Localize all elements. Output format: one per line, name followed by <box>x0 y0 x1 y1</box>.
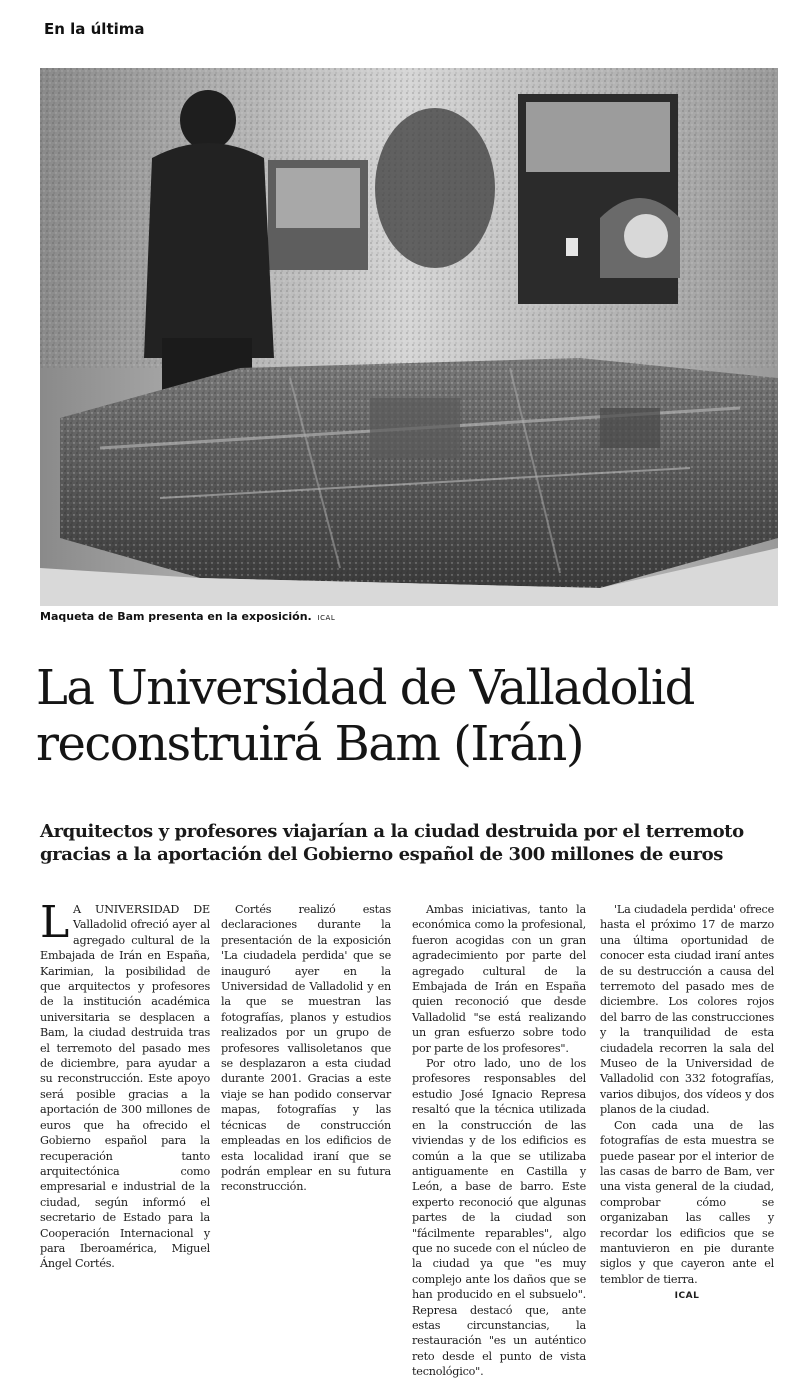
drop-cap: L <box>40 897 70 948</box>
article-column-1 <box>40 897 210 1282</box>
article-signoff: ICAL <box>674 1291 700 1302</box>
article-paragraph: L A UNIVERSIDAD DE Valladolid ofreció ayer al agregado cultural de la Embajada de Irán en España, Karimian, la posibilidad de que arquitectos y profesores de la institución académica universitaria se desplacen a Bam, la ciudad destruida tras el terremoto del pasado mes de diciembre, para ayudar a su reconstrucción. Este apoyo será posible gracias a la aportación de 300 millones de euros que ha ofrecido el Gobierno español para la recuperación tanto arquitectónica como empresarial e industrial de la ciudad, según informó el secretario de Estado para la Cooperación Internacional y para Iberoamérica, Miguel Ángel Cortés. <box>40 897 210 1271</box>
article-paragraph: Cortés realizó estas declaraciones durante la presentación de la exposición 'La ciudadela perdida' que se inauguró ayer en la Universidad de Valladolid y en la que se muestran las fotografías, planos y estudios realizados por un grupo de profesores vallisoletanos que se desplazaron a esta ciudad durante 2001. Gracias a este viaje se han podido conservar mapas, fotografías y las técnicas de construcción empleadas en los edificios de esta localidad iraní que se podrán emplear en su futura reconstrucción. <box>221 903 391 1194</box>
headline: La Universidad de Valladolid reconstruirá Bam (Irán) <box>36 660 694 772</box>
article-paragraph: Ambas iniciativas, tanto la económica como la profesional, fueron acogidas con un gran agradecimiento por parte del agregado cultural de la Embajada de Irán en España quien reconoció que desde Valladolid "se está realizando un gran esfuerzo sobre todo por parte de los profesores". <box>412 903 586 1055</box>
article-paragraph: Por otro lado, uno de los profesores responsables del estudio José Ignacio Represa resaltó que la técnica utilizada en la construcción de las viviendas y de los edificios es común a la que se utilizaba antiguamente en Castilla y León, a base de barro. Este experto reconoció que algunas partes de la ciudad son "fácilmente reparables", algo que no sucede con el núcleo de la ciudad ya que "es muy complejo ante los daños que se han producido en el subsuelo". Represa destacó que, ante estas circunstancias, la restauración "es un auténtico reto desde el punto de vista tecnológico". <box>412 1057 586 1379</box>
city-model-photo <box>40 68 778 606</box>
article-column-2 <box>221 902 391 1282</box>
article-paragraph: Con cada una de las fotografías de esta muestra se puede pasear por el interior de las casas de barro de Bam, ver una vista general de la ciudad, comprobar cómo se organizaban las calles y recordar los edificios que se mantuvieron en pie durante siglos y que cayeron ante el temblor de tierra. <box>600 1118 774 1286</box>
article-photo <box>40 68 778 606</box>
subheadline: Arquitectos y profesores viajarían a la ciudad destruida por el terremoto gracias a la aportación del Gobierno español de 300 millones de euros <box>40 821 744 865</box>
article-column-4 <box>600 902 774 1302</box>
section-label: En la última <box>44 20 145 38</box>
city-model <box>60 358 778 588</box>
article-column-3 <box>412 902 586 1379</box>
caption-text: Maqueta de Bam presenta en la exposición. <box>40 610 312 623</box>
photo-caption <box>40 610 335 623</box>
article-paragraph: 'La ciudadela perdida' ofrece hasta el próximo 17 de marzo una última oportunidad de conocer esta ciudad iraní antes de su destrucción a causa del terremoto del pasado mes de diciembre. Los colores rojos del barro de las construcciones y la tranquilidad de esta ciudadela recorren la sala del Museo de la Universidad de Valladolid con 332 fotografías, varios dibujos, dos vídeos y dos planos de la ciudad. <box>600 903 774 1117</box>
photo-credit: ICAL <box>317 614 336 622</box>
